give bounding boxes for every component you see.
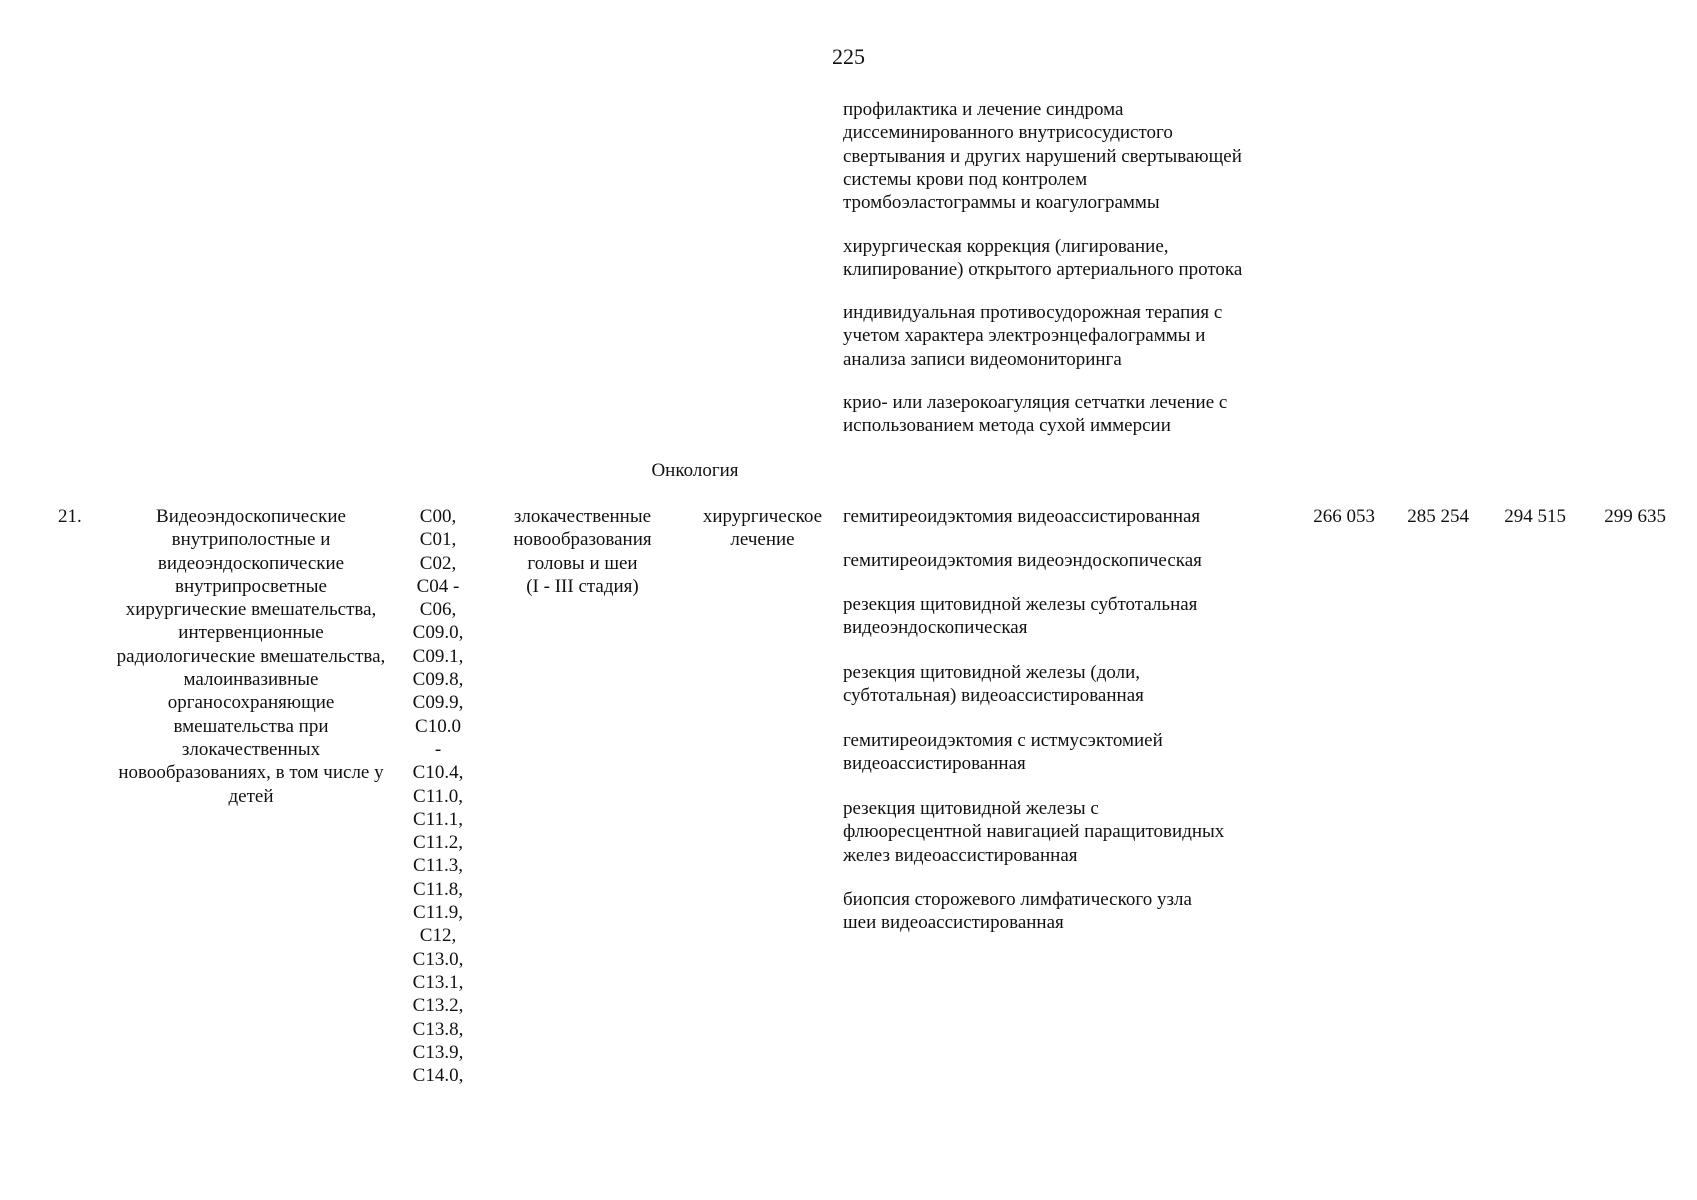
diagnosis-code: C14.0, xyxy=(412,1065,464,1087)
method-line: гемитиреоидэктомия видеоассистированная xyxy=(843,506,1201,527)
diagnosis-code: C11.0, xyxy=(413,785,463,807)
method-line: биопсия сторожевого лимфатического узла xyxy=(843,889,1192,910)
name-line: малоинвазивные xyxy=(183,669,319,691)
diagnosis-line: злокачественные xyxy=(513,506,652,527)
diagnosis-code: C09.1, xyxy=(412,645,464,667)
diagnosis-code: C11.2, xyxy=(413,832,463,854)
diagnosis-code: C13.8, xyxy=(412,1018,464,1040)
diagnosis-code: C04 - xyxy=(416,575,460,597)
method-line: желез видеоассистированная xyxy=(843,844,1078,866)
diagnosis-description xyxy=(500,505,665,598)
method-line: субтотальная) видеоассистированная xyxy=(843,685,1144,707)
diagnosis-code: C13.1, xyxy=(412,971,464,993)
diagnosis-line: головы и шеи xyxy=(527,552,638,574)
method-line: анализа записи видеомониторинга xyxy=(843,348,1122,370)
diagnosis-code: C11.3, xyxy=(413,855,463,877)
method-line: профилактика и лечение синдрома xyxy=(843,99,1124,120)
diagnosis-code: - xyxy=(434,738,442,760)
method-line: резекция щитовидной железы субтотальная xyxy=(843,594,1198,615)
price-value: 294 515 xyxy=(1504,506,1566,527)
method-line: резекция щитовидной железы (доли, xyxy=(843,662,1141,683)
method-line: шеи видеоассистированная xyxy=(843,912,1064,934)
method-line: флюоресцентной навигацией паращитовидных xyxy=(843,821,1225,843)
diagnosis-code: C12, xyxy=(419,925,457,947)
method-line: свертывания и других нарушений свертывающей xyxy=(843,145,1242,167)
diagnosis-line: новообразования xyxy=(513,529,652,551)
method-block xyxy=(843,797,1224,867)
method-line: гемитиреоидэктомия с истмусэктомией xyxy=(843,730,1163,751)
name-line: новообразованиях, в том числе у xyxy=(118,762,384,784)
method-line: системы крови под контролем xyxy=(843,168,1088,190)
diagnosis-code: C13.9, xyxy=(412,1041,464,1063)
method-block xyxy=(843,729,1163,776)
diagnosis-code: C00, xyxy=(419,506,457,527)
method-line: индивидуальная противосудорожная терапия с xyxy=(843,302,1223,323)
name-line: вмешательства при xyxy=(173,715,329,737)
name-line: хирургические вмешательства, xyxy=(125,599,377,621)
name-line: внутриполостные и xyxy=(171,529,331,551)
diagnosis-code: C11.8, xyxy=(413,878,463,900)
method-block xyxy=(843,888,1192,935)
diagnosis-codes xyxy=(396,505,480,1087)
treatment-line: хирургическое xyxy=(702,506,823,527)
price-value: 299 635 xyxy=(1604,506,1666,527)
method-block xyxy=(843,391,1227,438)
method-line: резекция щитовидной железы с xyxy=(843,798,1099,819)
method-block xyxy=(843,549,1202,572)
name-line: видеоэндоскопические xyxy=(157,552,345,574)
name-line: радиологические вмешательства, xyxy=(116,645,386,667)
diagnosis-code: C09.0, xyxy=(412,622,464,644)
method-block xyxy=(843,235,1242,282)
name-line: злокачественных xyxy=(181,738,321,760)
name-line: органосохраняющие xyxy=(167,692,335,714)
method-block xyxy=(843,301,1222,371)
name-line: Видеоэндоскопические xyxy=(156,506,346,527)
diagnosis-code: C09.8, xyxy=(412,669,464,691)
diagnosis-code: C06, xyxy=(419,599,457,621)
method-block xyxy=(843,98,1242,214)
row-name xyxy=(100,505,402,808)
treatment-type xyxy=(690,505,835,552)
diagnosis-line: (I - III стадия) xyxy=(526,575,639,597)
diagnosis-code: C13.2, xyxy=(412,995,464,1017)
method-block xyxy=(843,661,1144,708)
name-line: внутрипросветные xyxy=(175,575,327,597)
row-number: 21. xyxy=(58,506,82,527)
price-value: 266 053 xyxy=(1313,506,1375,527)
method-block xyxy=(843,593,1197,640)
diagnosis-code: C09.9, xyxy=(412,692,464,714)
method-line: тромбоэластограммы и коагулограммы xyxy=(843,192,1160,214)
price-value: 285 254 xyxy=(1407,506,1469,527)
method-line: видеоассистированная xyxy=(843,753,1026,775)
method-line: видеоэндоскопическая xyxy=(843,617,1028,639)
diagnosis-code: C11.9, xyxy=(413,902,463,924)
name-line: детей xyxy=(228,785,274,807)
diagnosis-code: C13.0, xyxy=(412,948,464,970)
method-line: хирургическая коррекция (лигирование, xyxy=(843,236,1169,257)
method-line: крио- или лазерокоагуляция сетчатки лечение с xyxy=(843,392,1228,413)
diagnosis-code: C10.4, xyxy=(412,762,464,784)
name-line: интервенционные xyxy=(178,622,324,644)
method-line: клипирование) открытого артериального протока xyxy=(843,259,1243,281)
diagnosis-code: C01, xyxy=(419,529,457,551)
method-line: гемитиреоидэктомия видеоэндоскопическая xyxy=(843,550,1202,571)
diagnosis-code: C10.0 xyxy=(415,715,461,737)
method-block xyxy=(843,505,1200,528)
section-heading: Онкология xyxy=(651,460,739,481)
method-line: использованием метода сухой иммерсии xyxy=(843,415,1171,437)
method-line: учетом характера электроэнцефалограммы и xyxy=(843,325,1206,347)
diagnosis-code: C11.1, xyxy=(413,808,463,830)
diagnosis-code: C02, xyxy=(419,552,457,574)
page-number: 225 xyxy=(832,44,865,69)
treatment-line: лечение xyxy=(730,529,795,551)
method-line: диссеминированного внутрисосудистого xyxy=(843,122,1173,144)
